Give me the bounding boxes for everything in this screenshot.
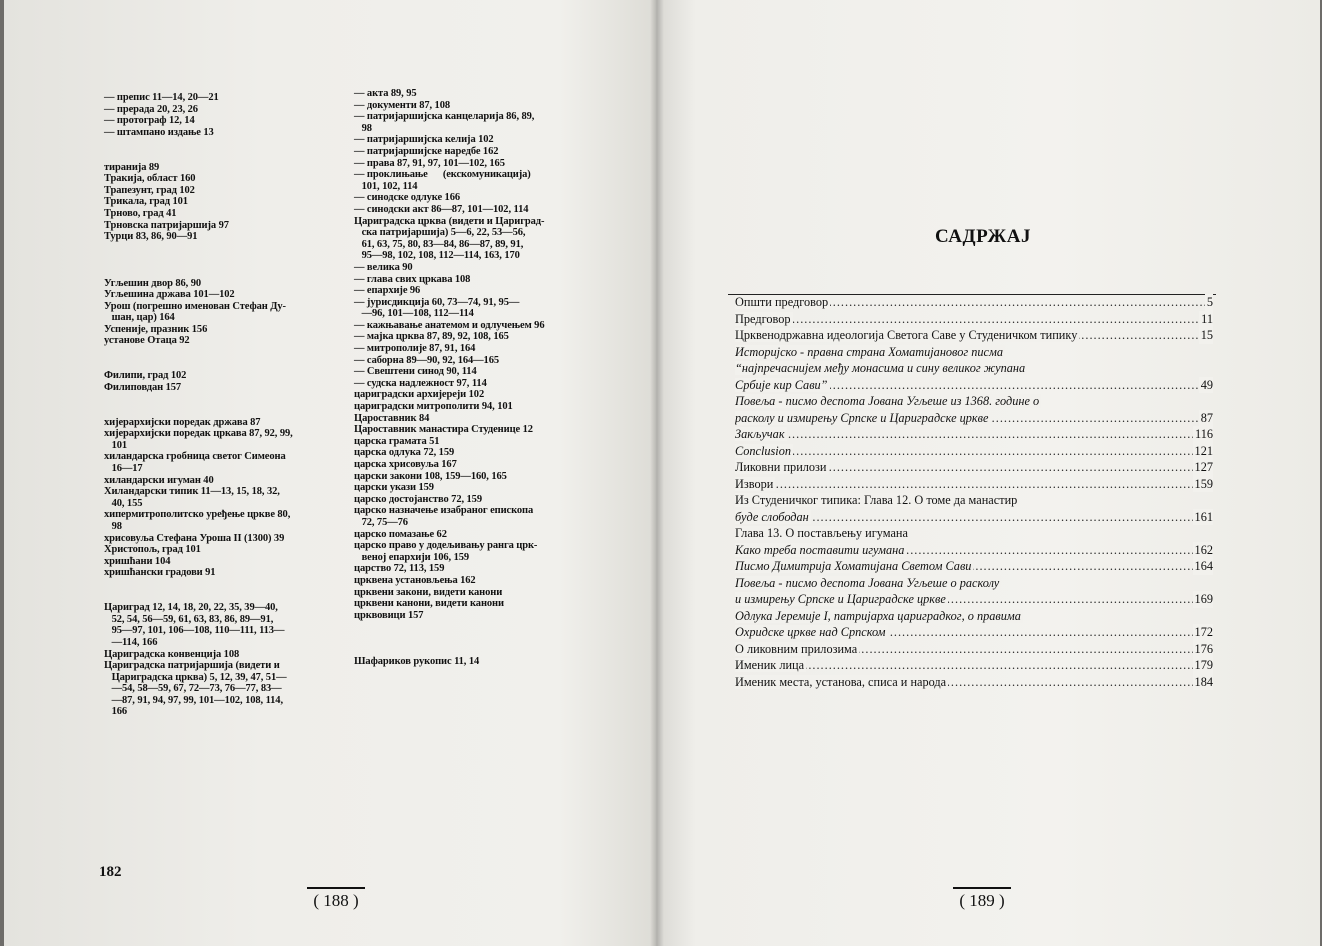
- index-entry: црквени закони, видети канони: [354, 586, 503, 598]
- index-entry: 61, 63, 75, 80, 83—84, 86—87, 89, 91,: [354, 238, 524, 250]
- toc-entry-label: Како треба поставити игумана: [735, 542, 905, 557]
- index-entry: —114, 166: [104, 636, 158, 648]
- toc-entry-label: Црквенодржавна идеологија Светога Саве у Студеничком типику: [735, 328, 1078, 342]
- index-spacer: [104, 266, 324, 278]
- index-entry: 98: [354, 122, 372, 134]
- index-entry: — документи 87, 108: [354, 99, 450, 111]
- index-entry: — саборна 89—90, 92, 164—165: [354, 354, 499, 366]
- toc-entry: [735, 558, 1213, 575]
- index-spacer: [354, 645, 582, 657]
- index-entry: Трикала, град 101: [104, 196, 188, 208]
- index-entry: шан, цар) 164: [104, 312, 175, 324]
- toc-entry-page: 49: [1200, 377, 1213, 392]
- toc-entry-page: 5: [1206, 295, 1213, 309]
- page-number-rule: [307, 887, 365, 889]
- toc-entry-page: 87: [1200, 410, 1213, 425]
- index-entry: Трапезунт, град 102: [104, 184, 195, 196]
- index-entry: хијерархијски поредак држава 87: [104, 416, 261, 428]
- toc-entry: [735, 344, 1213, 361]
- index-entry: — протограф 12, 14: [104, 115, 195, 127]
- index-entry: — права 87, 91, 97, 101—102, 165: [354, 157, 505, 169]
- index-entry: Угљешина држава 101—102: [104, 289, 235, 301]
- index-entry: тиранија 89: [104, 161, 160, 173]
- index-entry: хипермитрополитско уређење цркве 80,: [104, 509, 291, 521]
- index-entry: црквени канони, видети канони: [354, 598, 504, 610]
- index-spacer: [104, 138, 324, 150]
- page-number-right: [947, 887, 1017, 911]
- index-entry: хришћански градови 91: [104, 567, 216, 579]
- index-entry: хиландарски игуман 40: [104, 474, 214, 486]
- toc-entry-page: 164: [1194, 559, 1213, 573]
- index-spacer: [354, 633, 582, 645]
- toc-entry-label: Именик лица: [735, 658, 805, 672]
- index-entry: царство 72, 113, 159: [354, 563, 445, 575]
- toc-entry-label: Историјско - правна страна Хоматијановог писма: [735, 344, 1004, 359]
- toc-entry-label: Предговор: [735, 311, 791, 326]
- index-entry: — проклињање (екскомуникација): [354, 169, 531, 181]
- index-entry: 101, 102, 114: [354, 180, 418, 192]
- index-entry: царски укази 159: [354, 482, 434, 494]
- toc-title: САДРЖАЈ: [935, 226, 1032, 247]
- toc-entry: [735, 674, 1213, 691]
- index-entry: — глава свих цркава 108: [354, 273, 471, 285]
- index-entry: Цариградска конвенција 108: [104, 648, 240, 660]
- index-entry: — мајка црква 87, 89, 92, 108, 165: [354, 331, 509, 343]
- toc-entry: [735, 509, 1213, 526]
- toc-entry-page: 15: [1200, 328, 1213, 342]
- toc-entry-page: 159: [1194, 476, 1213, 491]
- index-entry: царско право у додељивању ранга црк-: [354, 540, 538, 552]
- toc-entry: [735, 393, 1213, 410]
- toc-entry-page: 127: [1194, 460, 1213, 474]
- index-entry: 95—97, 101, 106—108, 110—111, 113—: [104, 625, 285, 637]
- index-entry: Шафариков рукопис 11, 14: [354, 656, 480, 668]
- index-entry: — синодске одлуке 166: [354, 192, 461, 204]
- index-entry: — патријаршијска келија 102: [354, 134, 494, 146]
- index-entry: 101: [104, 439, 128, 451]
- toc-entry: [735, 327, 1213, 344]
- index-entry: хијерархијски поредак цркава 87, 92, 99,: [104, 428, 293, 440]
- printed-folio: 182: [99, 864, 122, 880]
- page-number-rule: [953, 887, 1011, 889]
- index-spacer: [104, 405, 324, 417]
- toc-entry-page: 172: [1194, 625, 1213, 639]
- index-spacer: [104, 150, 324, 162]
- toc-entry: [735, 360, 1213, 377]
- index-entry: Цароставник 84: [354, 412, 430, 424]
- index-entry: 16—17: [104, 463, 143, 474]
- index-entry: —54, 58—59, 67, 72—73, 76—77, 83—: [104, 683, 282, 695]
- index-entry: царска грамата 51: [354, 435, 440, 447]
- toc-entry: [735, 492, 1213, 509]
- index-entry: веној епархији 106, 159: [354, 551, 470, 563]
- index-entry: установе Отаца 92: [104, 335, 190, 347]
- toc-entry: [735, 443, 1213, 460]
- toc-entry-page: 184: [1194, 674, 1213, 689]
- index-entry: царска одлука 72, 159: [354, 447, 455, 459]
- toc-entry-label: и измирењу Српске и Цариградске цркве: [735, 592, 946, 606]
- index-entry: — јурисдикција 60, 73—74, 91, 95—: [354, 296, 520, 308]
- index-entry: — кажњавање анатемом и одлучењем 96: [354, 319, 545, 331]
- index-entry: царско достојанство 72, 159: [354, 493, 482, 505]
- index-spacer: [104, 579, 324, 591]
- index-spacer: [104, 359, 324, 371]
- index-entry: Христопољ, град 101: [104, 544, 201, 556]
- index-entry: Цариград 12, 14, 18, 20, 22, 35, 39—40,: [104, 602, 278, 614]
- index-entry: ска патријаршија) 5—6, 22, 53—56,: [354, 227, 526, 239]
- toc-entry-label: Закључак: [735, 427, 785, 441]
- toc-entry: [735, 525, 1213, 542]
- toc-entry: [735, 410, 1213, 427]
- toc-entry-page: 121: [1194, 443, 1213, 458]
- index-entry: — судска надлежност 97, 114: [354, 377, 487, 389]
- index-entry: црквена установљења 162: [354, 574, 476, 586]
- toc-entry-label: буде слободан: [735, 509, 809, 524]
- index-entry: Цариградска патријаршија (видети и: [104, 660, 280, 672]
- toc-entry: [735, 426, 1213, 443]
- toc-entry-page: 11: [1201, 311, 1213, 326]
- toc-entry: [735, 641, 1213, 658]
- index-entry: — патријаршијска канцеларија 86, 89,: [354, 111, 535, 123]
- index-entry: хиландарска гробница светог Симеона: [104, 451, 286, 463]
- toc-entry-label: Општи предговор: [735, 295, 829, 309]
- table-of-contents: [735, 294, 1213, 690]
- page-number-left-text: ( 188 ): [313, 891, 359, 910]
- toc-entry-label: Србије кир Сави”: [735, 377, 828, 392]
- index-entry: — акта 89, 95: [354, 88, 417, 99]
- toc-entry-label: Ликовни прилози: [735, 460, 827, 474]
- index-entry: — епархије 96: [354, 285, 421, 297]
- toc-entry: [735, 542, 1213, 559]
- toc-entry: [735, 311, 1213, 328]
- page-number-right-text: ( 189 ): [959, 891, 1005, 910]
- toc-entry-page: 162: [1194, 542, 1213, 557]
- left-page: [4, 0, 656, 946]
- toc-entry-page: 169: [1194, 592, 1213, 606]
- index-entry: Урош (погрешно именован Стефан Ду-: [104, 300, 286, 312]
- index-entry: 98: [104, 520, 122, 532]
- toc-entry-label: Именик места, установа, списа и народа: [735, 674, 947, 689]
- toc-entry-label: Conclusion: [735, 443, 792, 458]
- index-spacer: [104, 591, 324, 603]
- index-entry: — штампано издање 13: [104, 126, 214, 138]
- toc-entry-label: О ликовним прилозима: [735, 641, 858, 656]
- index-spacer: [104, 243, 324, 255]
- toc-entry-page: 179: [1194, 658, 1213, 672]
- toc-entry-label: “најпречаснијем међу монасима и сину великог жупана: [735, 361, 1026, 375]
- index-entry: Цароставник манастира Студенице 12: [354, 424, 533, 436]
- index-entry: Трновска патријаршија 97: [104, 219, 229, 231]
- toc-entry-label: Глава 13. О постављењу игумана: [735, 526, 908, 540]
- toc-entry: [735, 294, 1213, 311]
- index-spacer: [104, 393, 324, 405]
- toc-entry-page: 161: [1194, 509, 1213, 524]
- toc-entry-label: Повеља - писмо деспота Јована Угљеше о расколу: [735, 575, 1000, 590]
- index-entry: — прерада 20, 23, 26: [104, 103, 198, 115]
- index-entry: Угљешин двор 86, 90: [104, 277, 202, 289]
- index-entry: — Свештени синод 90, 114: [354, 366, 477, 378]
- index-entry: Цариградска црква) 5, 12, 39, 47, 51—: [104, 671, 287, 683]
- toc-entry-page: 176: [1194, 641, 1213, 656]
- index-entry: — велика 90: [354, 261, 413, 273]
- index-entry: царски закони 108, 159—160, 165: [354, 470, 507, 482]
- index-entry: царска хрисовуља 167: [354, 459, 457, 470]
- page-number-left: [301, 887, 371, 911]
- index-entry: Хиландарски типик 11—13, 15, 18, 32,: [104, 486, 280, 498]
- index-entry: хришћани 104: [104, 555, 171, 567]
- index-entry: Филипи, град 102: [104, 370, 187, 382]
- toc-entry: [735, 608, 1213, 625]
- toc-entry-label: Повеља - писмо деспота Јована Угљеше из 1368. године о: [735, 394, 1040, 408]
- index-entry: 95—98, 102, 108, 112—114, 163, 170: [354, 250, 520, 262]
- toc-entry-label: Писмо Димитрија Хоматијана Светом Сави: [735, 559, 972, 573]
- index-entry: — митрополије 87, 91, 164: [354, 343, 476, 355]
- book-gutter: [650, 0, 664, 946]
- toc-entry-label: Извори: [735, 476, 774, 491]
- index-spacer: [104, 254, 324, 266]
- index-entry: црквовици 157: [354, 609, 424, 621]
- index-entry: цариградски архијереји 102: [354, 389, 485, 401]
- index-entry: Трново, град 41: [104, 207, 177, 219]
- index-entry: 52, 54, 56—59, 61, 63, 83, 86, 89—91,: [104, 613, 274, 625]
- toc-entry-label: расколу и измирењу Српске и Цариградске цркве: [735, 410, 989, 425]
- index-column-2: [354, 88, 582, 668]
- toc-entry-page: 116: [1195, 427, 1213, 441]
- index-entry: — синодски акт 86—87, 101—102, 114: [354, 203, 529, 215]
- toc-entry: [735, 476, 1213, 493]
- index-entry: Тракија, област 160: [104, 173, 196, 185]
- toc-entry: [735, 657, 1213, 674]
- index-column-1: [104, 92, 324, 718]
- index-entry: Филиповдан 157: [104, 381, 182, 393]
- toc-entry: [735, 377, 1213, 394]
- index-spacer: [104, 347, 324, 359]
- index-entry: 166: [104, 706, 128, 718]
- index-entry: 40, 155: [104, 497, 143, 509]
- index-entry: Успеније, празник 156: [104, 323, 208, 335]
- index-entry: —87, 91, 94, 97, 99, 101—102, 108, 114,: [104, 694, 283, 706]
- toc-entry: [735, 459, 1213, 476]
- index-entry: цариградски митрополити 94, 101: [354, 401, 513, 413]
- toc-entry-label: Одлука Јеремије I, патријарха цариградког, о правима: [735, 608, 1021, 623]
- index-entry: Турци 83, 86, 90—91: [104, 231, 198, 243]
- toc-entry-label: Охридске цркве над Српском: [735, 625, 886, 639]
- toc-entry-label: Из Студеничког типика: Глава 12. О томе да манастир: [735, 493, 1018, 507]
- index-entry: царско назначење изабраног епископа: [354, 505, 534, 517]
- index-entry: —96, 101—108, 112—114: [354, 308, 474, 320]
- index-entry: — патријаршијске наредбе 162: [354, 145, 499, 157]
- index-spacer: [354, 621, 582, 633]
- index-entry: — препис 11—14, 20—21: [104, 92, 219, 103]
- index-entry: 72, 75—76: [354, 516, 408, 528]
- index-entry: Цариградска црква (видети и Цариград-: [354, 215, 545, 227]
- toc-entry: [735, 624, 1213, 641]
- index-entry: хрисовуља Стефана Уроша II (1300) 39: [104, 532, 285, 544]
- index-entry: царско помазање 62: [354, 528, 447, 540]
- toc-entry: [735, 575, 1213, 592]
- toc-entry: [735, 591, 1213, 608]
